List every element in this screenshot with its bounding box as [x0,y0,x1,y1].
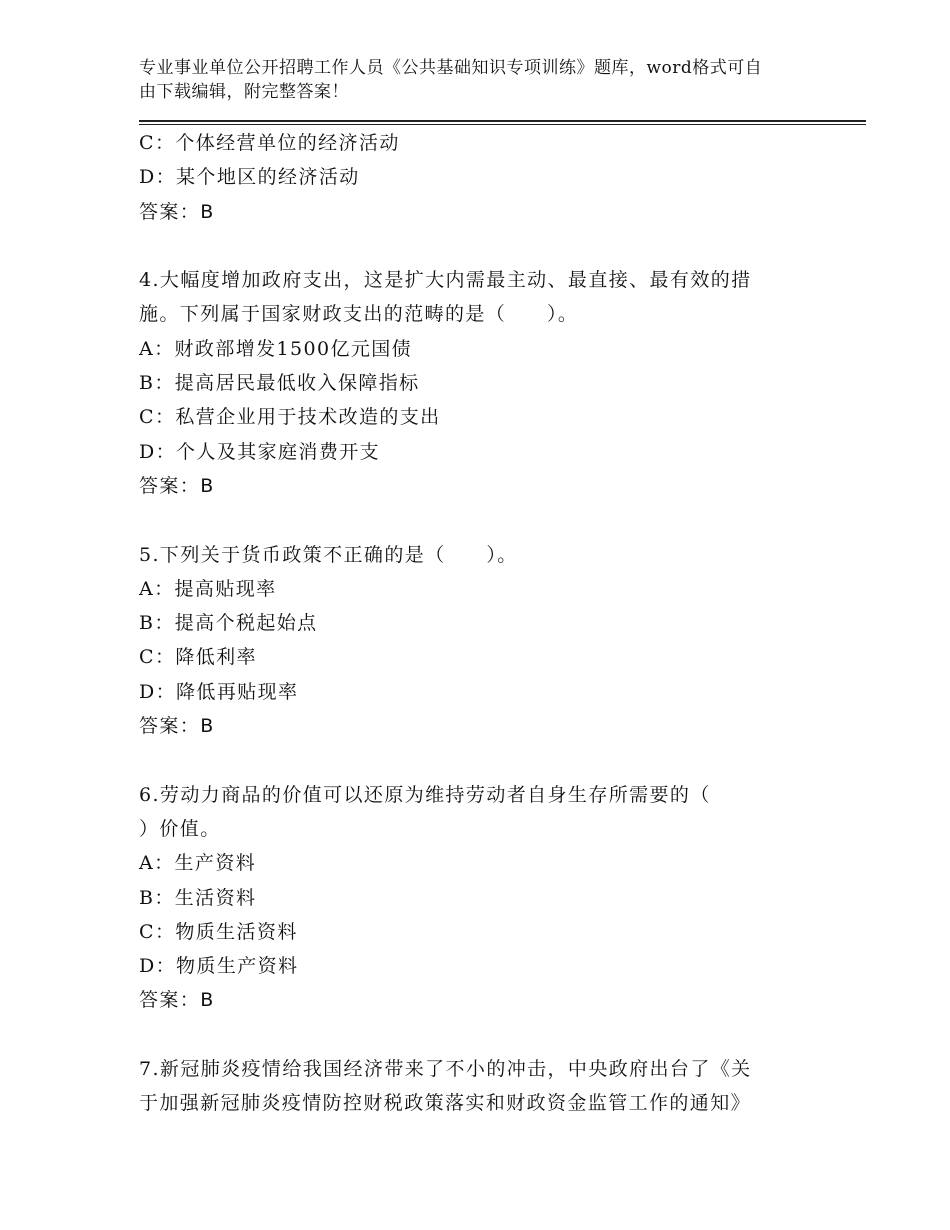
page-header [139,56,819,104]
spacer [139,503,819,537]
question-stem-continued: 施。下列属于国家财政支出的范畴的是（ ）。 [139,303,579,326]
question-4 [139,263,819,503]
option-c: C：降低利率 [139,646,257,669]
question-stem: 4.大幅度增加政府支出，这是扩大内需最主动、最直接、最有效的措 [139,269,752,292]
answer: 答案：B [139,200,215,223]
answer: 答案：B [139,989,215,1012]
answer: 答案：B [139,474,215,497]
header-rule-thick [139,120,866,122]
option-b: B：提高居民最低收入保障指标 [139,372,420,395]
header-line-2: 由下载编辑，附完整答案！ [139,82,349,102]
spacer [139,1018,819,1052]
option-a: A：提高贴现率 [139,577,277,600]
question-list [139,126,819,1121]
question-stem-continued: 于加强新冠肺炎疫情防控财税政策落实和财政资金监管工作的通知》 [139,1092,752,1115]
option-d: D：个人及其家庭消费开支 [139,440,381,463]
option-d: D：某个地区的经济活动 [139,166,360,189]
option-d: D：物质生产资料 [139,955,299,978]
question-stem: 5.下列关于货币政策不正确的是（ ）。 [139,543,518,566]
option-b: B：提高个税起始点 [139,612,318,635]
question-7 [139,1052,819,1121]
question-3-continued [139,126,819,229]
option-b: B：生活资料 [139,886,257,909]
spacer [139,229,819,263]
spacer [139,743,819,777]
option-d: D：降低再贴现率 [139,680,299,703]
header-rule-thin [139,124,866,125]
question-stem: 6.劳动力商品的价值可以还原为维持劳动者自身生存所需要的（ [139,783,711,806]
answer: 答案：B [139,715,215,738]
question-6 [139,778,819,1018]
option-a: A：财政部增发1500亿元国债 [139,337,413,360]
question-stem-continued: ）价值。 [139,817,221,840]
option-a: A：生产资料 [139,852,257,875]
option-c: C：物质生活资料 [139,920,298,943]
question-5 [139,538,819,744]
question-stem: 7.新冠肺炎疫情给我国经济带来了不小的冲击，中央政府出台了《关 [139,1058,752,1081]
option-c: C：私营企业用于技术改造的支出 [139,406,441,429]
header-line-1: 专业事业单位公开招聘工作人员《公共基础知识专项训练》题库，word格式可自 [139,58,763,78]
option-c: C：个体经营单位的经济活动 [139,132,400,154]
